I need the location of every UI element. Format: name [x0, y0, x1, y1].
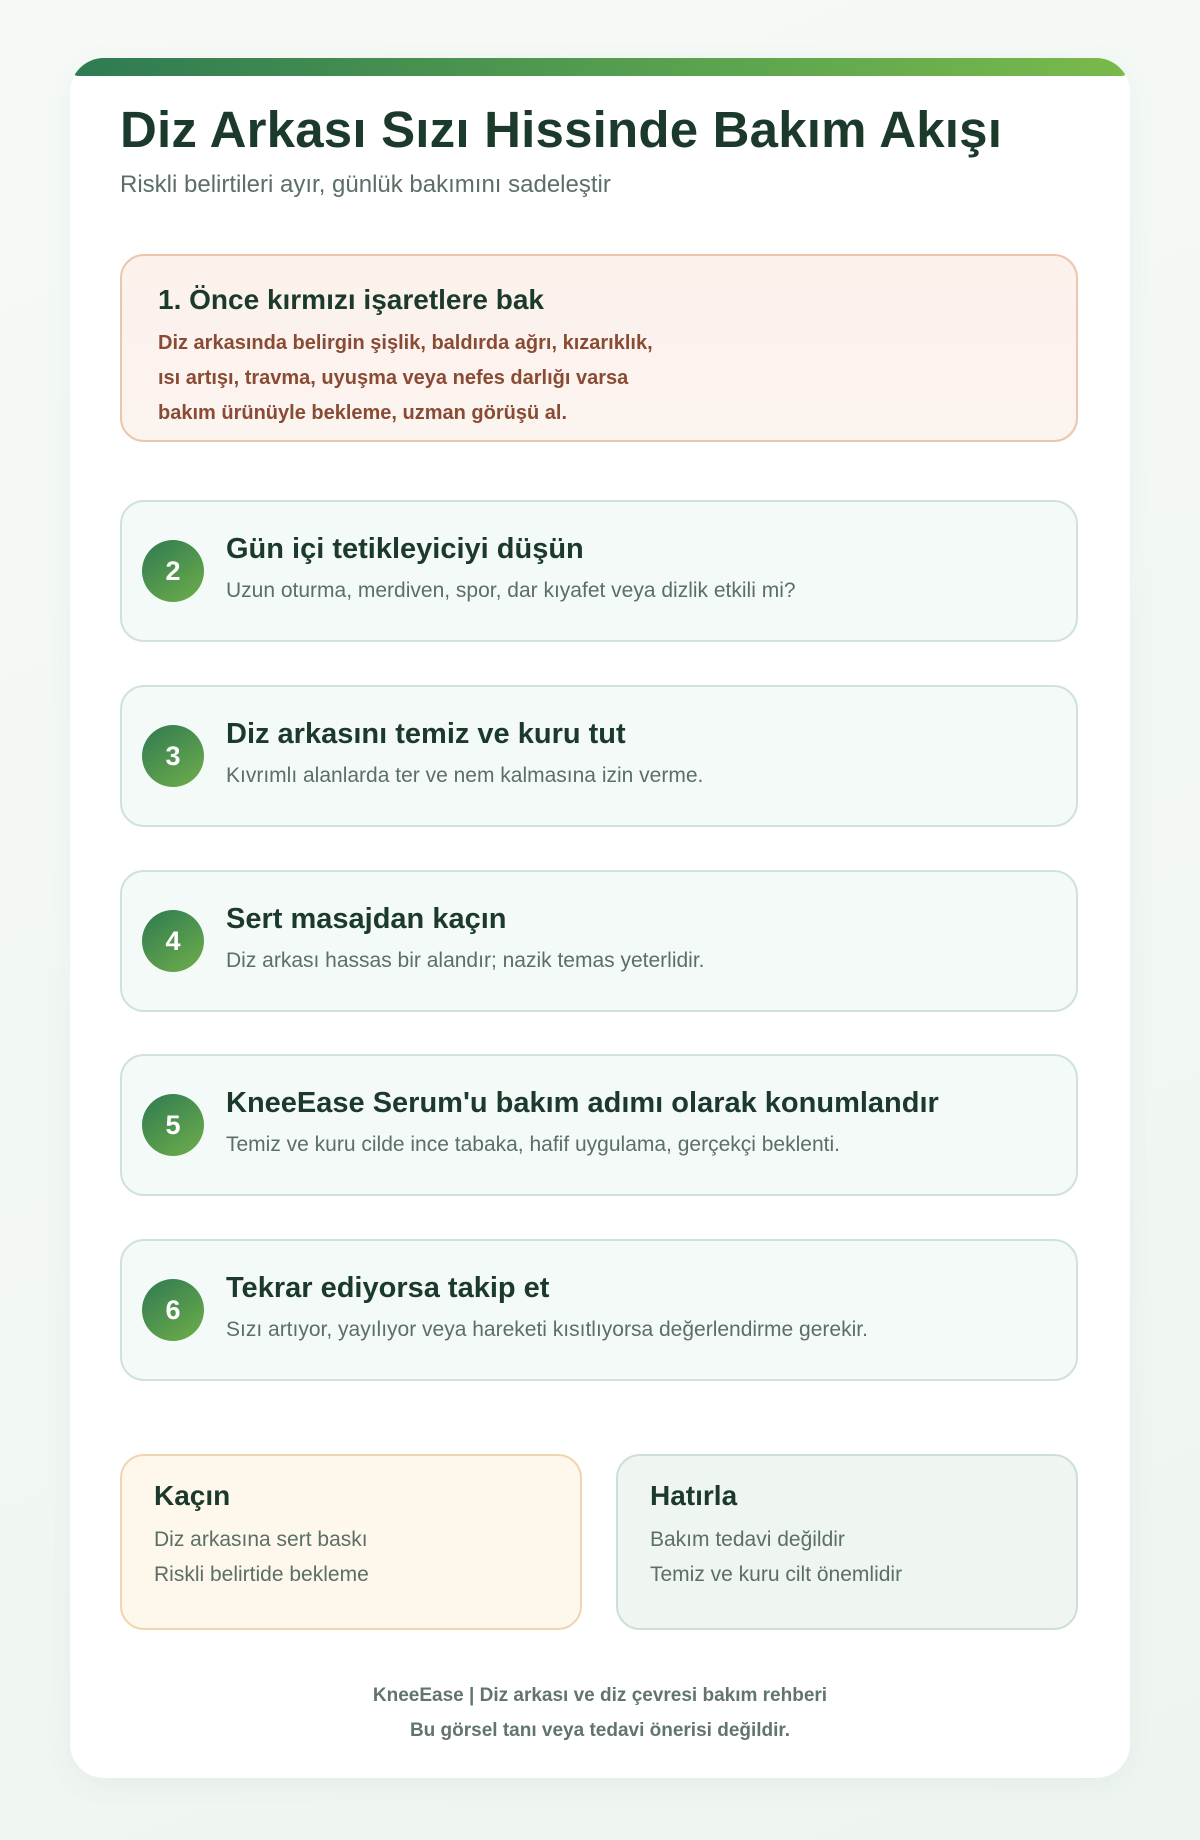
- red-flags-alert: [120, 254, 1078, 442]
- step-number-badge: 3: [142, 725, 204, 787]
- guide-card: [70, 58, 1130, 1778]
- step-number-badge: 5: [142, 1094, 204, 1156]
- step-title: Diz arkasını temiz ve kuru tut: [226, 718, 626, 750]
- alert-line: bakım ürünüyle bekleme, uzman görüşü al.: [158, 402, 567, 424]
- alert-line: ısı artışı, travma, uyuşma veya nefes darlığı varsa: [158, 367, 629, 389]
- step-number-badge: 6: [142, 1279, 204, 1341]
- step-number-badge: 2: [142, 540, 204, 602]
- remember-item: Temiz ve kuru cilt önemlidir: [650, 1563, 903, 1586]
- step-card-3: [120, 685, 1078, 827]
- footer: [70, 1678, 1130, 1748]
- step-description: Sızı artıyor, yayılıyor veya hareketi kısıtlıyorsa değerlendirme gerekir.: [226, 1318, 868, 1341]
- step-number-badge: 4: [142, 910, 204, 972]
- step-title: Sert masajdan kaçın: [226, 903, 507, 935]
- step-title: KneeEase Serum'u bakım adımı olarak konumlandır: [226, 1087, 939, 1119]
- page-subtitle: Riskli belirtileri ayır, günlük bakımını sadeleştir: [120, 171, 611, 198]
- step-description: Kıvrımlı alanlarda ter ve nem kalmasına izin verme.: [226, 764, 704, 787]
- footer-brand-line: KneeEase | Diz arkası ve diz çevresi bakım rehberi: [372, 1685, 828, 1706]
- avoid-item: Diz arkasına sert baskı: [154, 1528, 368, 1551]
- alert-title: 1. Önce kırmızı işaretlere bak: [158, 284, 544, 315]
- step-card-5: [120, 1054, 1078, 1196]
- step-title: Tekrar ediyorsa takip et: [226, 1272, 550, 1304]
- alert-line: Diz arkasında belirgin şişlik, baldırda ağrı, kızarıklık,: [158, 332, 653, 354]
- step-card-2: [120, 500, 1078, 642]
- remember-box: [616, 1454, 1078, 1630]
- step-description: Uzun oturma, merdiven, spor, dar kıyafet veya dizlik etkili mi?: [226, 579, 796, 602]
- page-title: Diz Arkası Sızı Hissinde Bakım Akışı: [120, 101, 1003, 158]
- avoid-title: Kaçın: [154, 1480, 231, 1511]
- accent-bar: [70, 58, 1130, 76]
- avoid-box: [120, 1454, 582, 1630]
- step-card-4: [120, 870, 1078, 1012]
- remember-title: Hatırla: [650, 1480, 738, 1511]
- step-description: Diz arkası hassas bir alandır; nazik temas yeterlidir.: [226, 949, 705, 972]
- footer-disclaimer: Bu görsel tanı veya tedavi önerisi değildir.: [409, 1720, 791, 1741]
- avoid-item: Riskli belirtide bekleme: [154, 1563, 369, 1586]
- step-card-6: [120, 1239, 1078, 1381]
- remember-item: Bakım tedavi değildir: [650, 1528, 845, 1551]
- step-description: Temiz ve kuru cilde ince tabaka, hafif uygulama, gerçekçi beklenti.: [226, 1133, 840, 1156]
- step-title: Gün içi tetikleyiciyi düşün: [226, 533, 584, 565]
